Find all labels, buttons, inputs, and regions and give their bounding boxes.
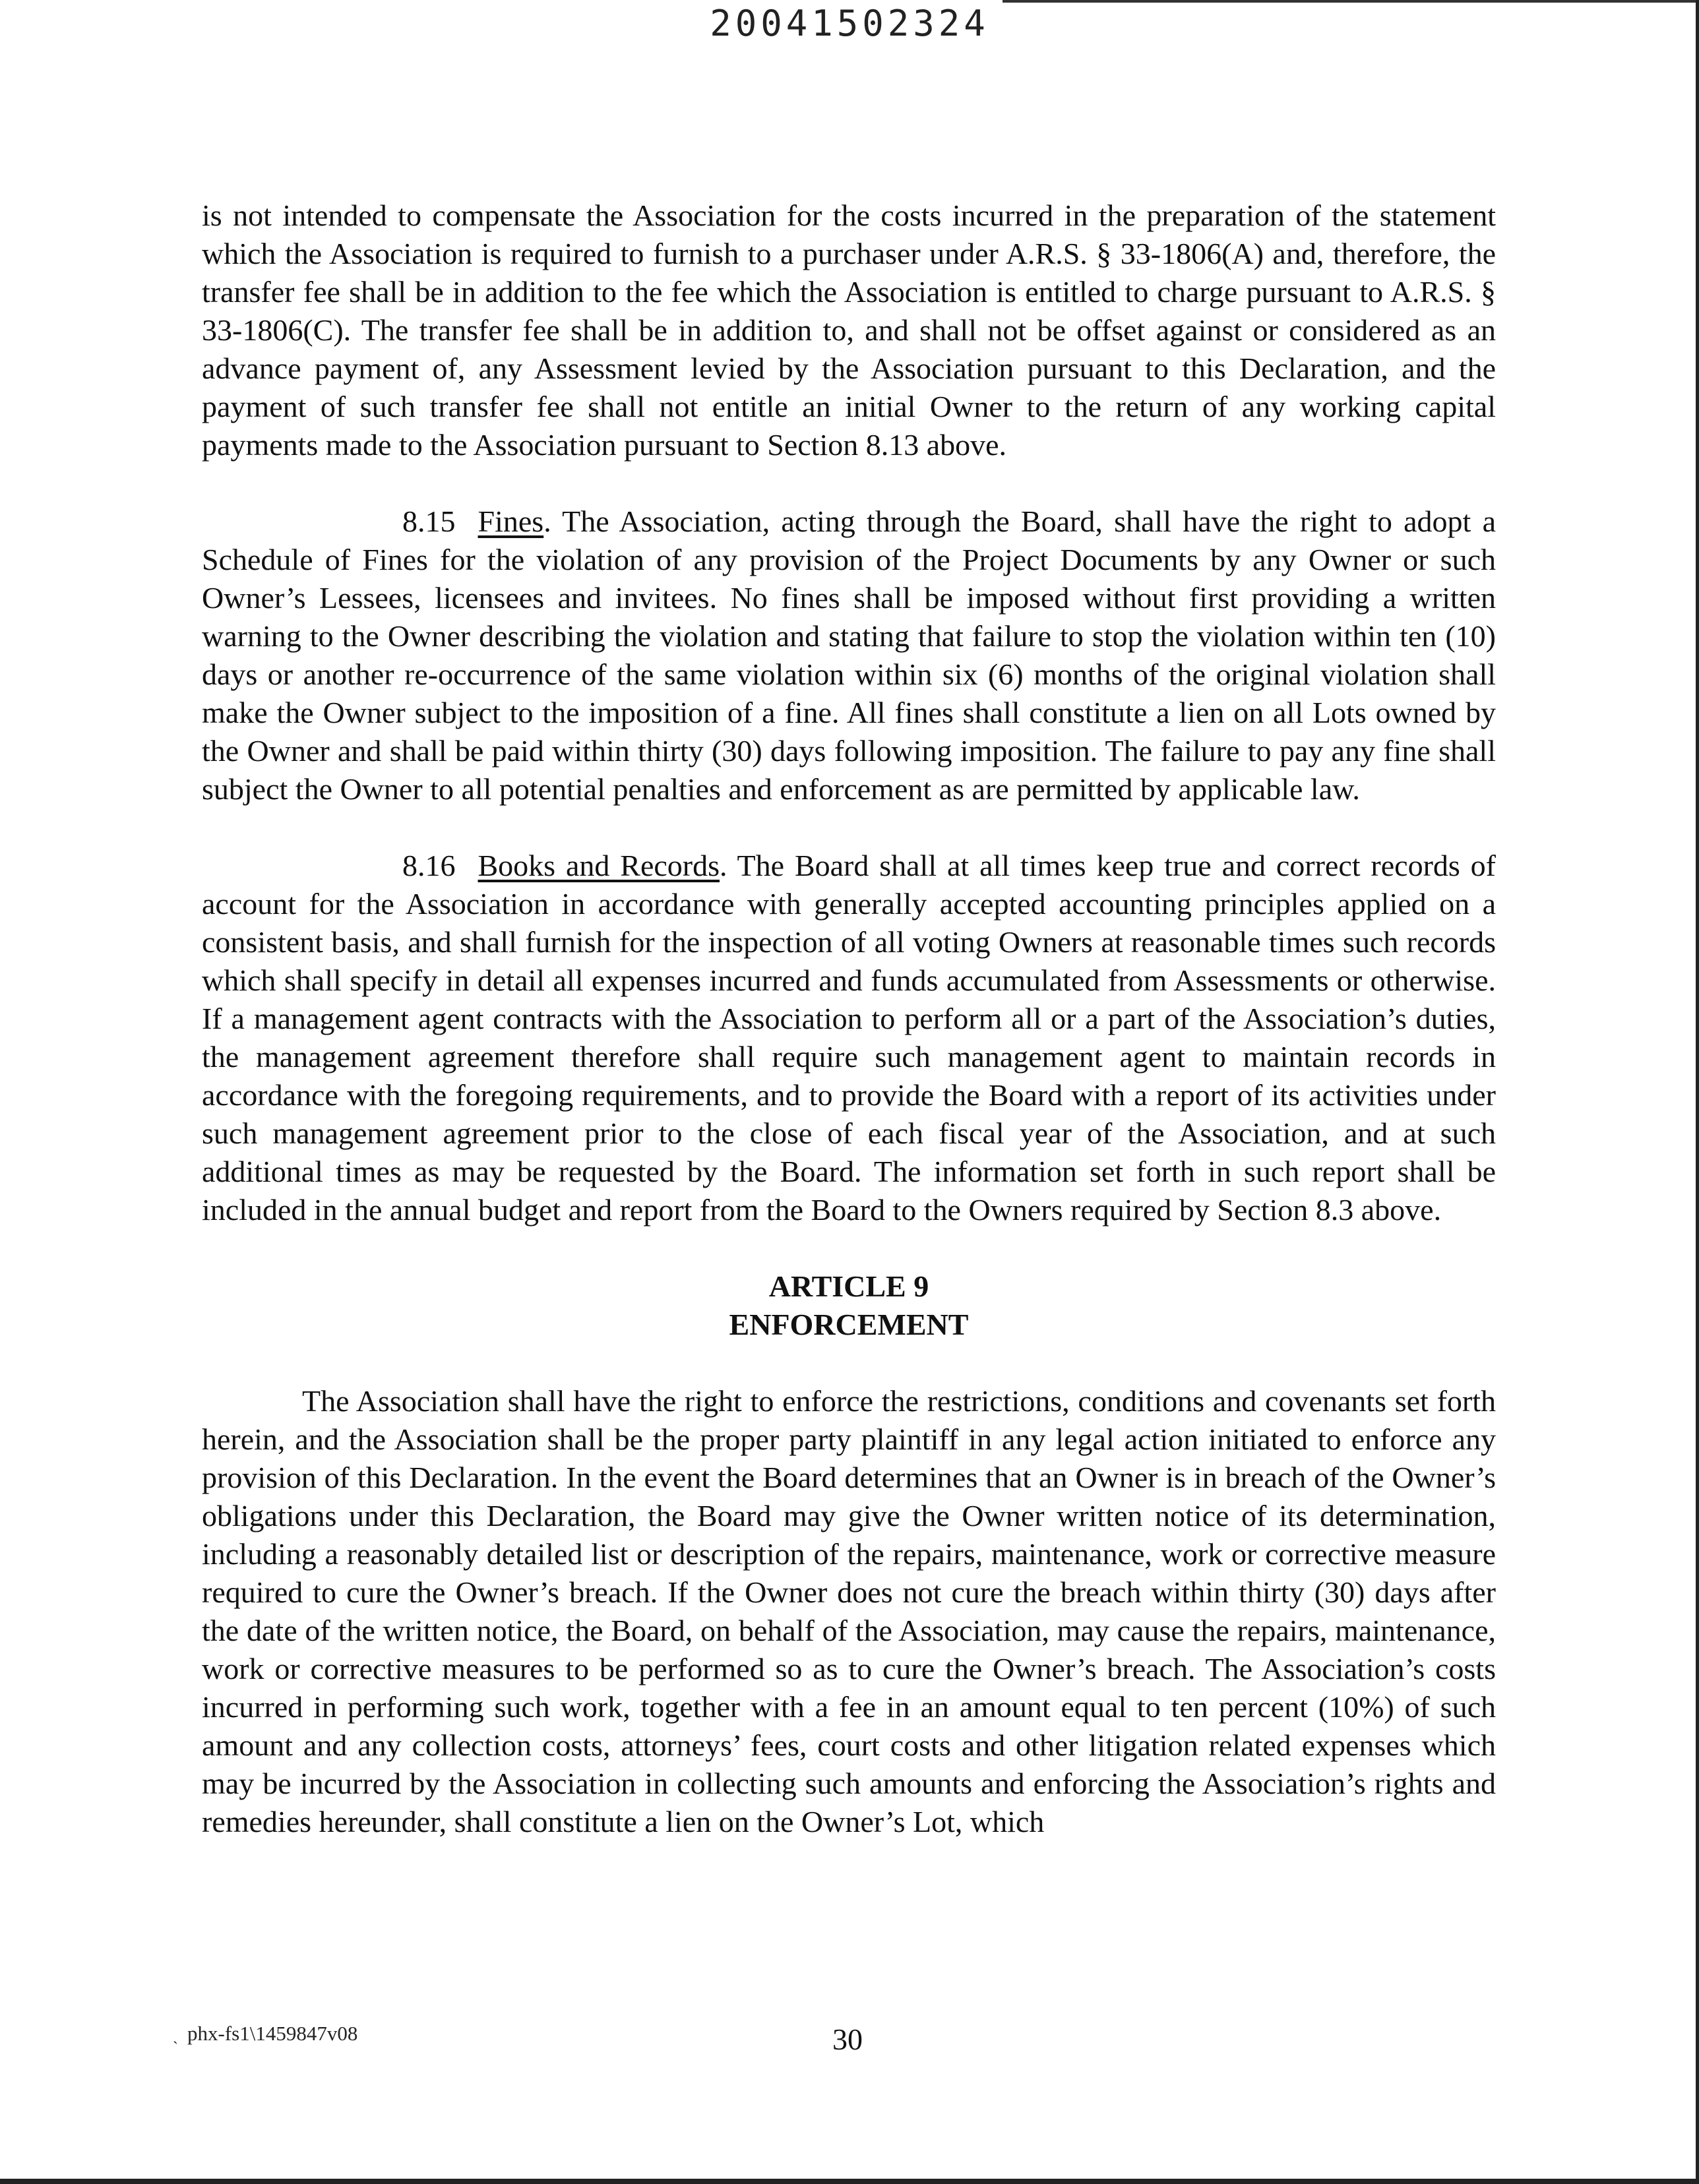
right-border-line bbox=[1696, 0, 1699, 2184]
continued-paragraph: is not intended to compensate the Association for the costs incurred in the preparation of the statement which the Association is required to furnish to a purchaser under A.R.S. § 33-1806(A) and, therefore, the transfer fee shall be in addition to the fee which the Association is entitled to charge pursuant to A.R.S. § 33-1806(C). The transfer fee shall be in addition to, and shall not be offset against or considered as an advance payment of, any Assessment levied by the Association pursuant to this Declaration, and the payment of such transfer fee shall not entitle an initial Owner to the return of any working capital payments made to the Association pursuant to Section 8.13 above. bbox=[202, 198, 1496, 462]
section-number: 8.16 bbox=[402, 849, 456, 882]
footer-mark: ˏ bbox=[173, 2027, 178, 2044]
section-text: . The Board shall at all times keep true and correct records of account for the Association in accordance with generally accepted accounting principles applied on a consistent basis, and shall furnish for the inspection of all voting Owners at reasonable times such records which shall specify in detail all expenses incurred and funds accumulated from Assessments or otherwise. If a management agent contracts with the Association to perform all or a part of the Association’s duties, the management agreement therefore shall require such management agent to maintain records in accordance with the foregoing requirements, and to provide the Board with a report of its activities under such management agreement prior to the close of each fiscal year of the Association, and at such additional times as may be requested by the Board. The information set forth in such report shall be included in the annual budget and report from the Board to the Owners required by Section 8.3 above. bbox=[202, 849, 1496, 1227]
page-body bbox=[202, 197, 1496, 1841]
recording-number: 20041502324 bbox=[710, 3, 989, 44]
page-number: 30 bbox=[832, 2022, 863, 2056]
bottom-border-line bbox=[0, 2179, 1699, 2184]
section-8-16 bbox=[202, 847, 1496, 1229]
section-title: Fines bbox=[478, 504, 544, 538]
section-8-15 bbox=[202, 502, 1496, 808]
section-title: Books and Records bbox=[478, 849, 720, 882]
section-text: . The Association, acting through the Board, shall have the right to adopt a Schedule of Fines for the violation of any provision of the Project Documents by any Owner or such Owner’s Lessees, licensees and invitees. No fines shall be imposed without first providing a written warning to the Owner describing the violation and stating that failure to stop the violation within ten (10) days or another re-occurrence of the same violation within six (6) months of the original violation shall make the Owner subject to the imposition of a fine. All fines shall constitute a lien on all Lots owned by the Owner and shall be paid within thirty (30) days following imposition. The failure to pay any fine shall subject the Owner to all potential penalties and enforcement as are permitted by applicable law. bbox=[202, 504, 1496, 806]
article-heading bbox=[202, 1267, 1496, 1344]
article-9-paragraph: The Association shall have the right to enforce the restrictions, conditions and covenants set forth herein, and the Association shall be the proper party plaintiff in any legal action initiated to enforce any provision of this Declaration. In the event the Board determines that an Owner is in breach of the Owner’s obligations under this Declaration, the Board may give the Owner written notice of its determination, including a reasonably detailed list or description of the repairs, maintenance, work or corrective measure required to cure the Owner’s breach. If the Owner does not cure the breach within thirty (30) days after the date of the written notice, the Board, on behalf of the Association, may cause the repairs, maintenance, work or corrective measures to be performed so as to cure the Owner’s breach. The Association’s costs incurred in performing such work, together with a fee in an amount equal to ten percent (10%) of such amount and any collection costs, attorneys’ fees, court costs and other litigation related expenses which may be incurred by the Association in collecting such amounts and enforcing the Association’s rights and remedies hereunder, shall constitute a lien on the Owner’s Lot, which bbox=[202, 1384, 1496, 1838]
footer-document-id bbox=[173, 2022, 357, 2046]
footer-doc-id-text: phx-fs1\1459847v08 bbox=[187, 2022, 358, 2045]
section-number: 8.15 bbox=[402, 504, 456, 538]
article-title: ENFORCEMENT bbox=[729, 1308, 969, 1341]
article-number: ARTICLE 9 bbox=[768, 1269, 929, 1303]
